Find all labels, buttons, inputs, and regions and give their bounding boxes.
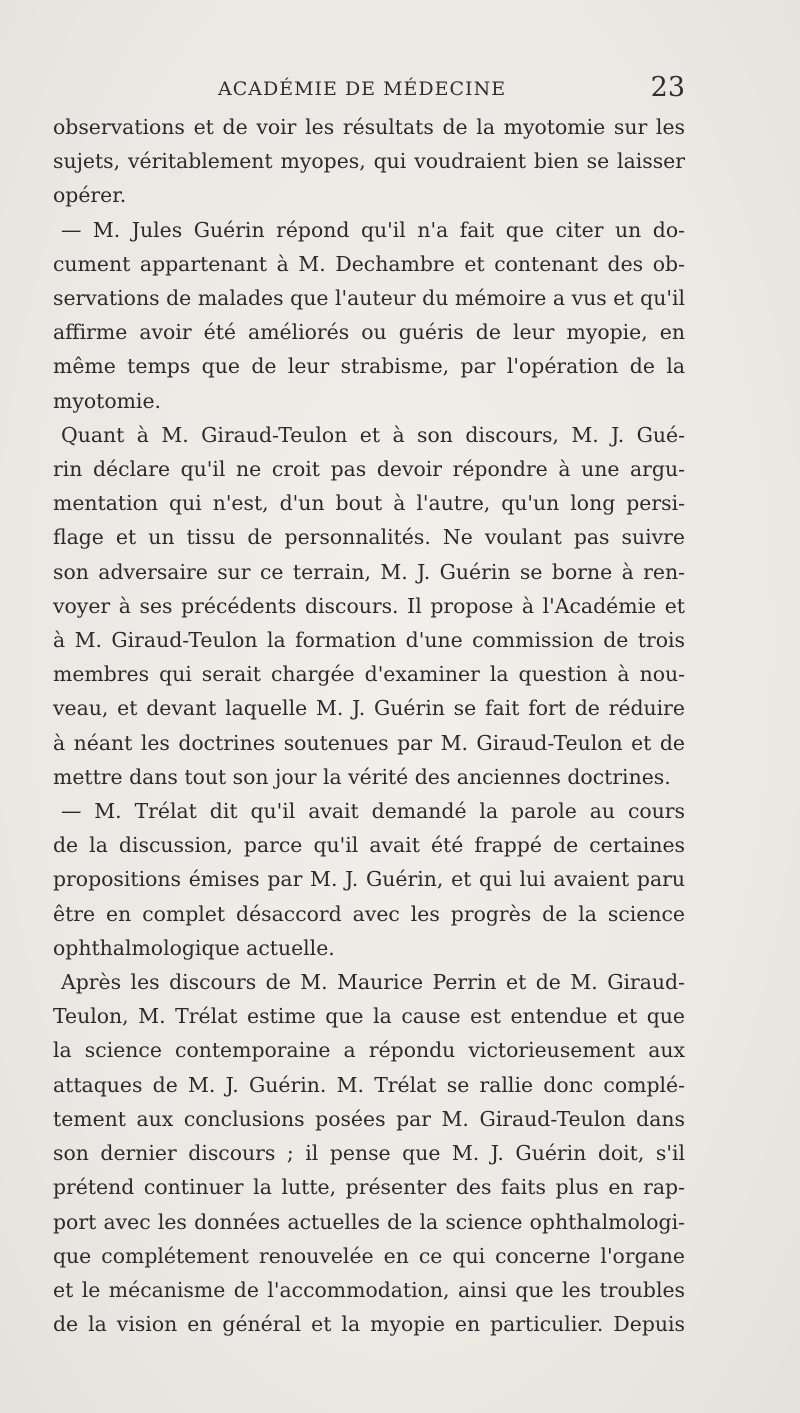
text-line: attaques de M. J. Guérin. M. Trélat se rallie donc complé- xyxy=(53,1072,685,1097)
text-line: à M. Giraud-Teulon la formation d'une commission de trois xyxy=(53,628,685,653)
text-line: cument appartenant à M. Dechambre et contenant des ob- xyxy=(53,251,685,276)
text-line: affirme avoir été améliorés ou guéris de leur myopie, en xyxy=(53,320,685,345)
text-line: Teulon, M. Trélat estime que la cause est entendue et que xyxy=(53,1004,685,1029)
body-text xyxy=(53,110,685,1341)
text-line: de la discussion, parce qu'il avait été frappé de certaines xyxy=(53,833,685,858)
running-head xyxy=(53,72,685,106)
text-line: observations et de voir les résultats de la myotomie sur les xyxy=(53,115,685,139)
text-line: flage et un tissu de personnalités. Ne voulant pas suivre xyxy=(53,525,685,550)
text-line: sujets, véritablement myopes, qui voudraient bien se laisser xyxy=(53,149,685,174)
text-line: son adversaire sur ce terrain, M. J. Guérin se borne à ren- xyxy=(53,559,685,584)
text-line: servations de malades que l'auteur du mémoire a vus et qu'il xyxy=(53,286,685,311)
text-line: Quant à M. Giraud-Teulon et à son discours, M. J. Gué- xyxy=(61,422,685,447)
text-line: être en complet désaccord avec les progrès de la science xyxy=(53,901,685,926)
text-line: propositions émises par M. J. Guérin, et qui lui avaient paru xyxy=(53,867,685,892)
text-line: la science contemporaine a répondu victorieusement aux xyxy=(53,1038,685,1063)
text-line: prétend continuer la lutte, présenter des faits plus en rap- xyxy=(53,1175,685,1200)
text-line: voyer à ses précédents discours. Il propose à l'Académie et xyxy=(53,593,685,618)
text-line: son dernier discours ; il pense que M. J. Guérin doit, s'il xyxy=(53,1141,685,1166)
text-line: que complétement renouvelée en ce qui concerne l'organe xyxy=(53,1243,685,1268)
text-line: port avec les données actuelles de la science ophthalmologi- xyxy=(53,1209,685,1234)
text-line: même temps que de leur strabisme, par l'opération de la xyxy=(53,354,685,379)
text-line: et le mécanisme de l'accommodation, ainsi que les troubles xyxy=(53,1277,685,1302)
text-line: Après les discours de M. Maurice Perrin et de M. Giraud- xyxy=(61,970,685,995)
text-line: rin déclare qu'il ne croit pas devoir répondre à une argu- xyxy=(53,457,685,482)
text-line: myotomie. xyxy=(53,388,162,413)
text-line: — M. Trélat dit qu'il avait demandé la parole au cours xyxy=(61,799,685,824)
text-line: mettre dans tout son jour la vérité des anciennes doctrines. xyxy=(53,764,671,789)
text-line: de la vision en général et la myopie en particulier. Depuis xyxy=(53,1312,685,1337)
text-line: tement aux conclusions posées par M. Giraud-Teulon dans xyxy=(53,1106,685,1131)
page-number: 23 xyxy=(650,72,685,103)
text-line: membres qui serait chargée d'examiner la question à nou- xyxy=(53,662,685,687)
text-line: mentation qui n'est, d'un bout à l'autre, qu'un long persi- xyxy=(53,491,685,516)
text-line: veau, et devant laquelle M. J. Guérin se fait fort de réduire xyxy=(53,696,685,721)
text-line: opérer. xyxy=(53,183,127,208)
running-title: ACADÉMIE DE MÉDECINE xyxy=(218,78,507,100)
text-line: à néant les doctrines soutenues par M. Giraud-Teulon et de xyxy=(53,730,685,755)
text-line: ophthalmologique actuelle. xyxy=(53,935,335,960)
text-line: — M. Jules Guérin répond qu'il n'a fait que citer un do- xyxy=(61,217,685,242)
